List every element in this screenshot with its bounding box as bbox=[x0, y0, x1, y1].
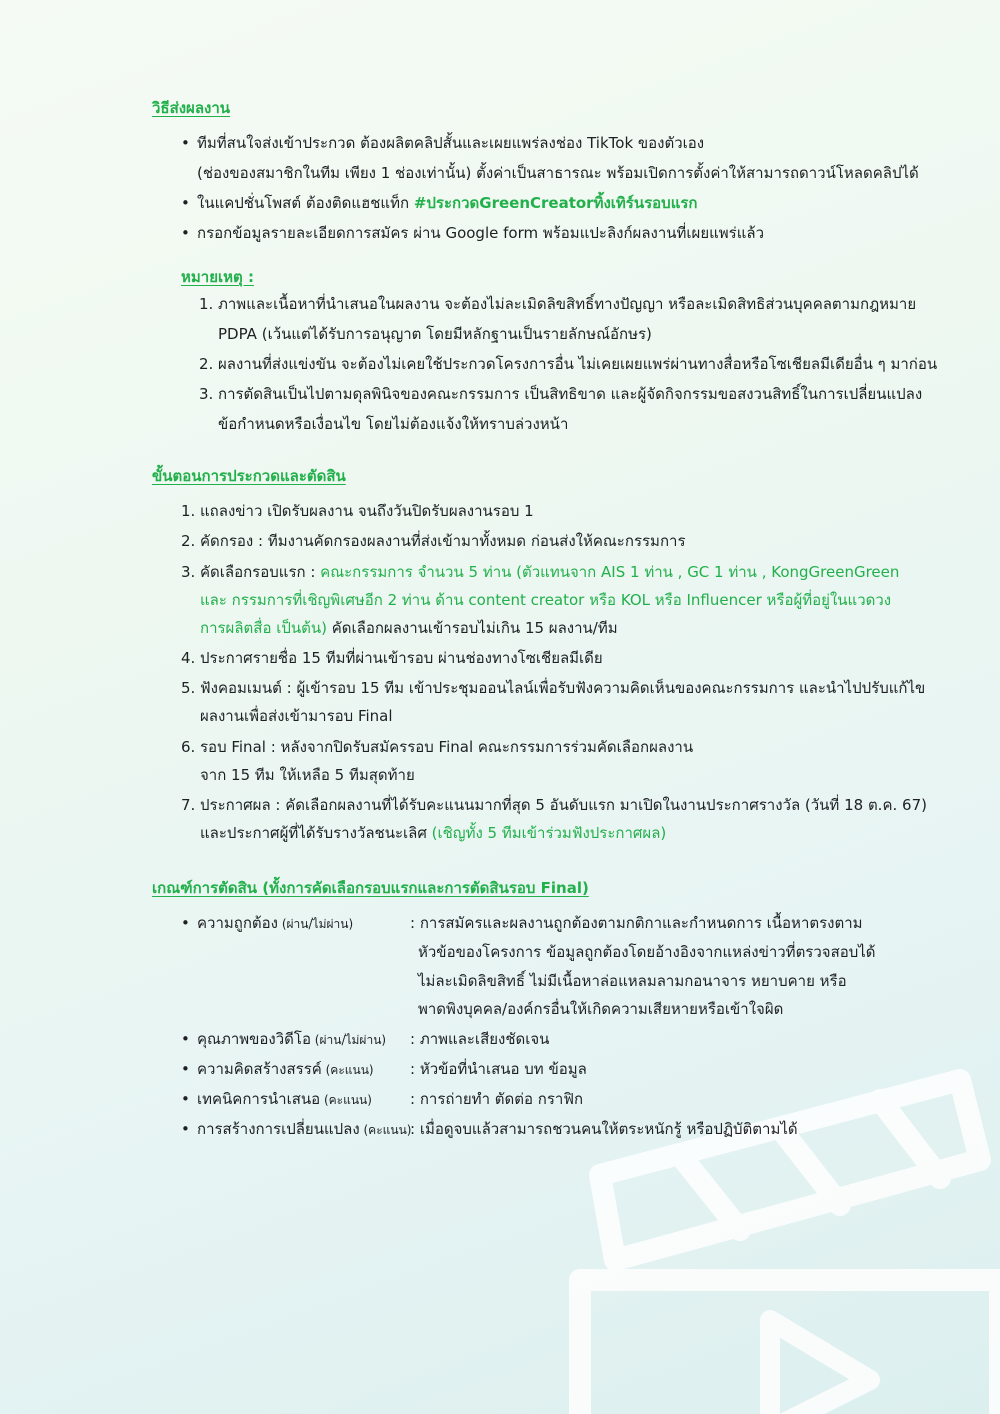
highlight-text: การผลิตสื่อ เป็นต้น) bbox=[200, 619, 327, 637]
criteria-name bbox=[197, 1029, 386, 1050]
criteria-desc-cont: หัวข้อของโครงการ ข้อมูลถูกต้องโดยอ้างอิงจากแหล่งข่าวที่ตรวจสอบได้ bbox=[418, 943, 876, 961]
step-item: คัดกรอง : ทีมงานคัดกรองผลงานที่ส่งเข้ามาทั้งหมด ก่อนส่งให้คณะกรรมการ bbox=[200, 532, 686, 550]
step-item-cont: ผลงานเพื่อส่งเข้ามารอบ Final bbox=[200, 707, 393, 725]
hashtag: #ประกวดGreenCreatorทิ้งเทิร์นรอบแรก bbox=[413, 194, 698, 212]
highlight-text: คณะกรรมการ จำนวน 5 ท่าน (ตัวแทนจาก AIS 1 ท่าน , GC 1 ท่าน , KongGreenGreen bbox=[320, 563, 900, 581]
step-item-cont bbox=[200, 618, 618, 638]
criteria-tag: (คะแนน) bbox=[320, 1093, 372, 1107]
step-item-cont bbox=[200, 823, 666, 843]
step-number: 4. bbox=[181, 649, 196, 667]
step-item bbox=[200, 562, 899, 582]
criteria-name bbox=[197, 1119, 411, 1140]
step-number: 3. bbox=[181, 563, 196, 581]
step-item-cont: จาก 15 ทีม ให้เหลือ 5 ทีมสุดท้าย bbox=[200, 766, 415, 784]
text: คัดเลือกรอบแรก : bbox=[200, 563, 321, 581]
note-title: หมายเหตุ : bbox=[181, 268, 254, 286]
text: คัดเลือกผลงานเข้ารอบไม่เกิน 15 ผลงาน/ทีม bbox=[326, 619, 618, 637]
criteria-name bbox=[197, 913, 353, 934]
criteria-name bbox=[197, 1059, 374, 1080]
section-title-submission: วิธีส่งผลงาน bbox=[152, 99, 231, 117]
text: เทคนิคการนำเสนอ bbox=[197, 1090, 321, 1108]
criteria-desc: : การถ่ายทำ ตัดต่อ กราฟิก bbox=[410, 1090, 584, 1108]
step-item: รอบ Final : หลังจากปิดรับสมัครรอบ Final คณะกรรมการร่วมคัดเลือกผลงาน bbox=[200, 738, 694, 756]
step-number: 1. bbox=[181, 502, 196, 520]
step-item: ประกาศรายชื่อ 15 ทีมที่ผ่านเข้ารอบ ผ่านช่องทางโซเชียลมีเดีย bbox=[200, 649, 603, 667]
step-item: ฟังคอมเมนต์ : ผู้เข้ารอบ 15 ทีม เข้าประชุมออนไลน์เพื่อรับฟังความคิดเห็นของคณะกรรมการ และนำไปปรับแก้ไข bbox=[200, 679, 926, 697]
step-number: 7. bbox=[181, 796, 196, 814]
criteria-tag: (ผ่าน/ไม่ผ่าน) bbox=[310, 1033, 387, 1047]
highlight-text: (เชิญทั้ง 5 ทีมเข้าร่วมฟังประกาศผล) bbox=[431, 824, 667, 842]
note-item: ภาพและเนื้อหาที่นำเสนอในผลงาน จะต้องไม่ละเมิดลิขสิทธิ์ทางปัญญา หรือละเมิดสิทธิส่วนบุคคลตามกฎหมาย bbox=[218, 295, 917, 313]
text: คุณภาพของวิดีโอ bbox=[197, 1030, 311, 1048]
list-item bbox=[197, 193, 698, 213]
step-item: แถลงข่าว เปิดรับผลงาน จนถึงวันปิดรับผลงานรอบ 1 bbox=[200, 502, 534, 520]
note-number: 2. bbox=[199, 355, 214, 373]
section-title-process: ขั้นตอนการประกวดและตัดสิน bbox=[152, 467, 346, 485]
list-item-cont: (ช่องของสมาชิกในทีม เพียง 1 ช่องเท่านั้น) ตั้งค่าเป็นสาธารณะ พร้อมเปิดการตั้งค่าให้สามารถดาวน์โหลดคลิปได้ bbox=[197, 164, 919, 182]
criteria-desc-cont: ไม่ละเมิดลิขสิทธิ์ ไม่มีเนื้อหาล่อแหลมลามกอนาจาร หยาบคาย หรือ bbox=[418, 972, 847, 990]
note-item-cont: ข้อกำหนดหรือเงื่อนไข โดยไม่ต้องแจ้งให้ทราบล่วงหน้า bbox=[218, 415, 569, 433]
criteria-desc: : หัวข้อที่นำเสนอ บท ข้อมูล bbox=[410, 1060, 587, 1078]
note-number: 1. bbox=[199, 295, 214, 313]
list-item: • กรอกข้อมูลรายละเอียดการสมัคร ผ่าน Google form พร้อมแปะลิงก์ผลงานที่เผยแพร่แล้ว bbox=[197, 223, 764, 243]
step-number: 5. bbox=[181, 679, 196, 697]
text: และประกาศผู้ที่ได้รับรางวัลชนะเลิศ bbox=[200, 824, 432, 842]
step-item-cont: และ กรรมการที่เชิญพิเศษอีก 2 ท่าน ด้าน content creator หรือ KOL หรือ Influencer หรือผู้ที่อยู่ในแวดวง bbox=[200, 591, 892, 609]
text: ความถูกต้อง bbox=[197, 914, 279, 932]
text: ในแคปชั่นโพสต์ ต้องติดแฮชแท็ก bbox=[197, 194, 414, 212]
criteria-tag: (ผ่าน/ไม่ผ่าน) bbox=[278, 917, 354, 931]
criteria-desc-cont: พาดพิงบุคคล/องค์กรอื่นให้เกิดความเสียหายหรือเข้าใจผิด bbox=[418, 1000, 784, 1018]
criteria-tag: (คะแนน) bbox=[321, 1063, 374, 1077]
criteria-tag: (คะแนน) bbox=[359, 1123, 412, 1137]
criteria-name bbox=[197, 1089, 372, 1110]
criteria-desc: : ภาพและเสียงชัดเจน bbox=[410, 1030, 550, 1048]
section-title-criteria: เกณฑ์การตัดสิน (ทั้งการคัดเลือกรอบแรกและการตัดสินรอบ Final) bbox=[152, 879, 589, 897]
text: ความคิดสร้างสรรค์ bbox=[197, 1060, 322, 1078]
note-item-cont: PDPA (เว้นแต่ได้รับการอนุญาต โดยมีหลักฐานเป็นรายลักษณ์อักษร) bbox=[218, 325, 652, 343]
step-number: 6. bbox=[181, 738, 196, 756]
step-number: 2. bbox=[181, 532, 196, 550]
note-item: การตัดสินเป็นไปตามดุลพินิจของคณะกรรมการ เป็นสิทธิขาด และผู้จัดกิจกรรมขอสงวนสิทธิ์ในการเปลี่ยนแปลง bbox=[218, 385, 923, 403]
step-item: ประกาศผล : คัดเลือกผลงานที่ได้รับคะแนนมากที่สุด 5 อันดับแรก มาเปิดในงานประกาศรางวัล (วันที่ 18 ต.ค. 67) bbox=[200, 796, 927, 814]
note-number: 3. bbox=[199, 385, 214, 403]
note-item: ผลงานที่ส่งแข่งขัน จะต้องไม่เคยใช้ประกวดโครงการอื่น ไม่เคยเผยแพร่ผ่านทางสื่อหรือโซเชียลมีเดียอื่น ๆ มาก่อน bbox=[218, 355, 938, 373]
text: การสร้างการเปลี่ยนแปลง bbox=[197, 1120, 360, 1138]
criteria-desc: : เมื่อดูจบแล้วสามารถชวนคนให้ตระหนักรู้ หรือปฏิบัติตามได้ bbox=[410, 1120, 798, 1138]
list-item: • ทีมที่สนใจส่งเข้าประกวด ต้องผลิตคลิปสั้นและเผยแพร่ลงช่อง TikTok ของตัวเอง bbox=[197, 133, 704, 153]
criteria-desc: : การสมัครและผลงานถูกต้องตามกติกาและกำหนดการ เนื้อหาตรงตาม bbox=[410, 914, 863, 932]
